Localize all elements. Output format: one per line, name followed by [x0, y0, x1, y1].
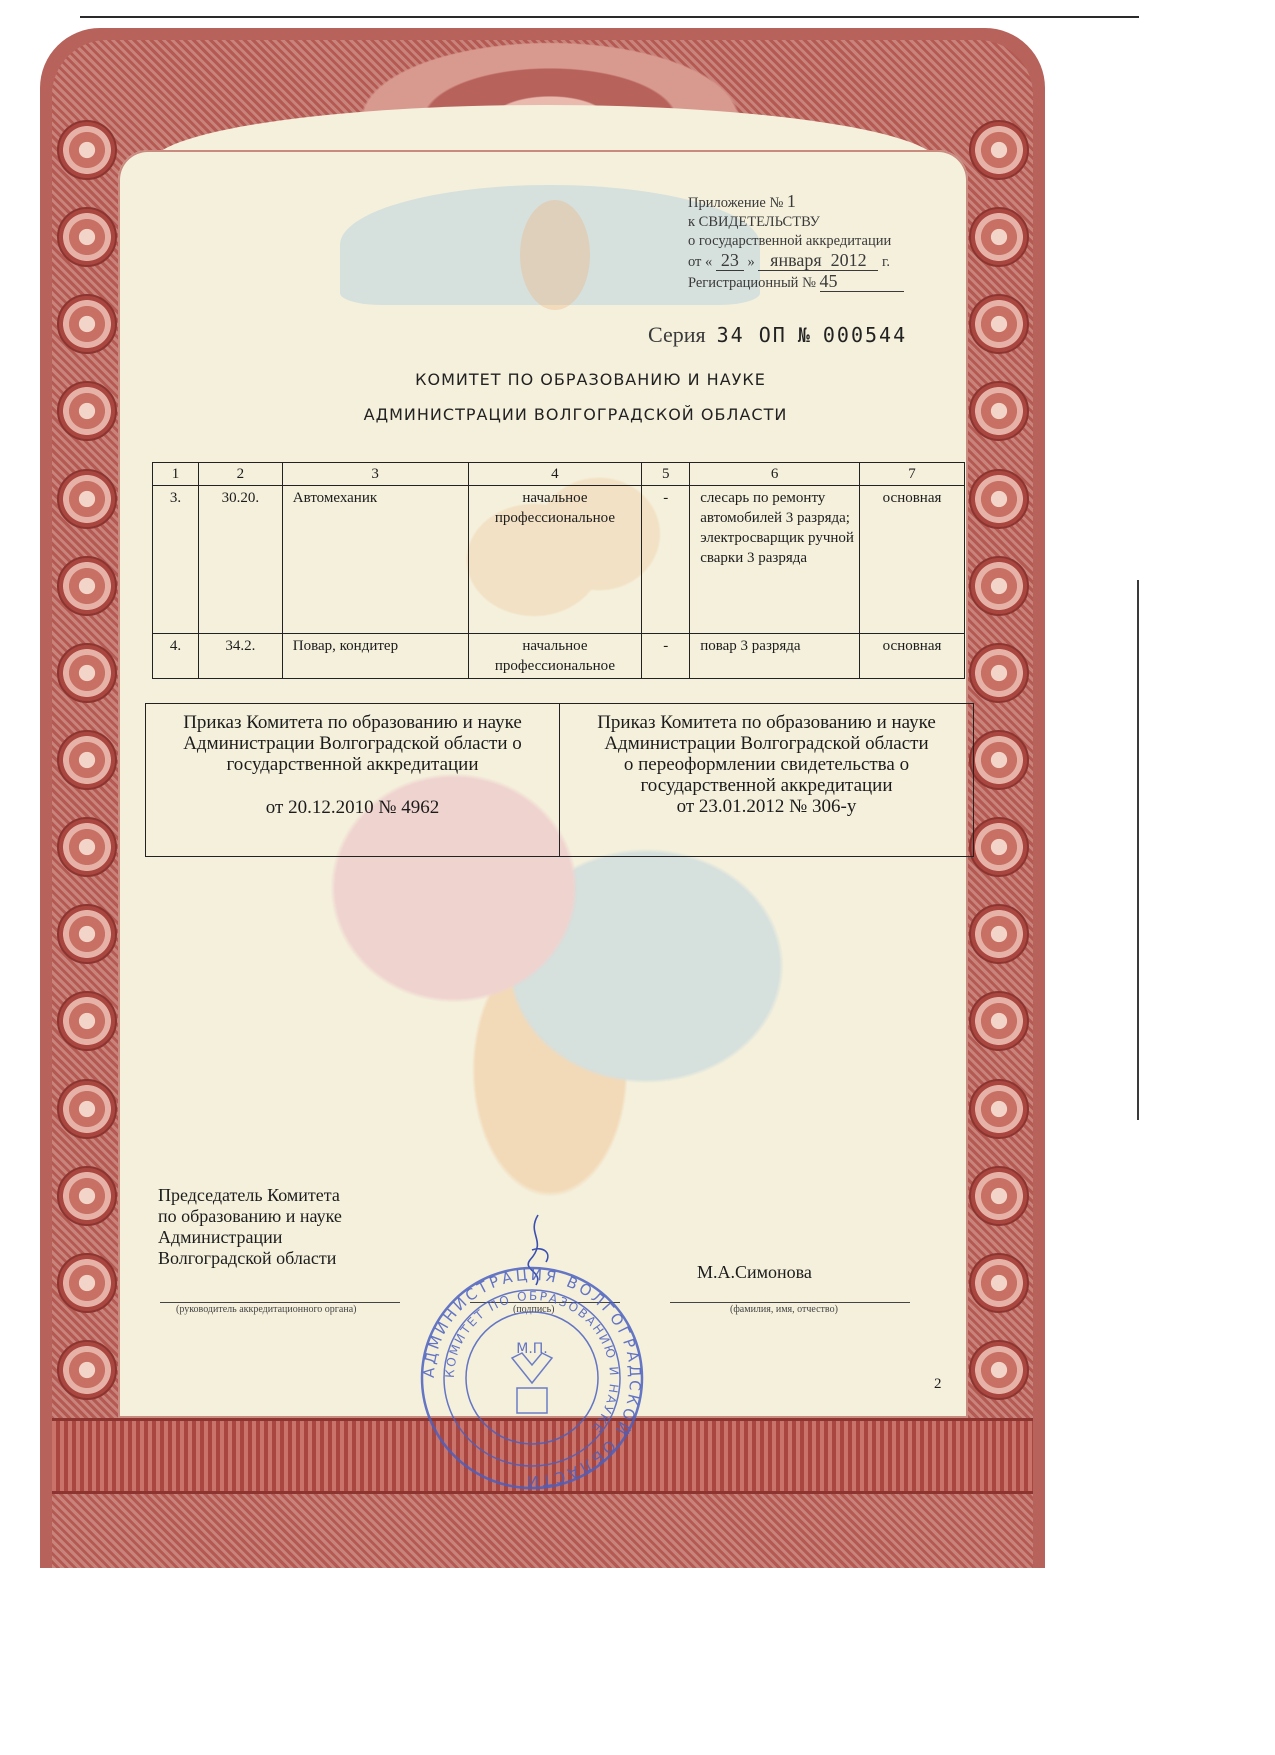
issuer-heading-line2: АДМИНИСТРАЦИИ ВОЛГОГРАДСКОЙ ОБЛАСТИ — [363, 405, 788, 424]
column-header: 1 — [153, 463, 199, 486]
dash-cell: - — [642, 634, 690, 679]
order-accreditation-cell — [146, 704, 560, 857]
table-row — [153, 486, 965, 634]
order-line: государственной аккредитации — [226, 754, 479, 775]
seal-center-text: М.П. — [516, 1341, 548, 1357]
date-year: 2012 — [830, 250, 867, 270]
order-line: Администрации Волгоградской области — [604, 733, 929, 754]
medallion-ornament — [57, 817, 117, 877]
medallion-ornament — [969, 904, 1029, 964]
order-line: государственной аккредитации — [640, 775, 893, 796]
table-header-row — [153, 463, 965, 486]
order-line: Приказ Комитета по образованию и науке — [183, 712, 522, 733]
series-code: 34 ОП — [716, 323, 787, 347]
column-header: 5 — [642, 463, 690, 486]
row-number: 4. — [153, 634, 199, 679]
order-line: Приказ Комитета по образованию и науке — [597, 712, 936, 733]
official-seal — [417, 1263, 647, 1493]
qualification: повар 3 разряда — [690, 634, 860, 679]
table-row — [153, 634, 965, 679]
column-header: 3 — [282, 463, 468, 486]
medallion-ornament — [969, 1340, 1029, 1400]
seal-outer-text: АДМИНИСТРАЦИЯ ВОЛГОГРАДСКОЙ ОБЛАСТИ — [419, 1265, 645, 1491]
signatory-line: Председатель Комитета — [158, 1185, 340, 1205]
program-type: основная — [860, 634, 965, 679]
appendix-line2: к СВИДЕТЕЛЬСТВУ — [688, 214, 820, 230]
registration-label: Регистрационный № — [688, 275, 816, 291]
order-reissue-cell — [560, 704, 974, 857]
programs-table — [152, 462, 965, 679]
row-number: 3. — [153, 486, 199, 634]
medallion-ornament — [969, 207, 1029, 267]
medallion-ornament — [57, 1166, 117, 1226]
medallion-ornament — [57, 643, 117, 703]
date-mid: » — [747, 254, 755, 270]
qualification: слесарь по ремонту автомобилей 3 разряда; электросварщик ручной сварки 3 разряда — [690, 486, 860, 634]
appendix-reference — [688, 192, 904, 293]
signatory-name: М.А.Симонова — [697, 1262, 812, 1282]
medallion-ornament — [57, 120, 117, 180]
date-month-year — [758, 251, 878, 271]
program-code: 30.20. — [198, 486, 282, 634]
medallion-ornament — [969, 817, 1029, 877]
medallion-ornament — [969, 991, 1029, 1051]
medallion-ornament — [57, 207, 117, 267]
appendix-label: Приложение № — [688, 195, 784, 211]
medallion-ornament — [57, 991, 117, 1051]
medallion-ornament — [969, 1166, 1029, 1226]
series-number: 000544 — [822, 323, 908, 347]
right-medallion-column — [968, 120, 1030, 1400]
medallion-ornament — [969, 1253, 1029, 1313]
medallion-ornament — [969, 1079, 1029, 1139]
date-month: января — [770, 250, 822, 270]
program-name: Автомеханик — [282, 486, 468, 634]
program-type: основная — [860, 486, 965, 634]
education-level: начальное профессиональное — [468, 486, 642, 634]
series-label: Серия — [648, 322, 706, 347]
caption-line — [160, 1302, 400, 1303]
svg-text:КОМИТЕТ ПО ОБРАЗОВАНИЮ И НАУКЕ — [443, 1289, 621, 1436]
signatory-line: Администрации — [158, 1227, 283, 1247]
medallion-ornament — [969, 120, 1029, 180]
medallion-ornament — [57, 469, 117, 529]
medallion-ornament — [969, 556, 1029, 616]
date-prefix: от « — [688, 254, 713, 270]
medallion-ornament — [969, 730, 1029, 790]
page-number: 2 — [934, 1376, 942, 1392]
program-code: 34.2. — [198, 634, 282, 679]
left-medallion-column — [56, 120, 118, 1400]
date-suffix: г. — [882, 254, 890, 270]
order-line: о переоформлении свидетельства о — [623, 754, 910, 775]
series-number-label: № — [797, 323, 812, 347]
medallion-ornament — [969, 294, 1029, 354]
caption-line — [670, 1302, 910, 1303]
column-header: 7 — [860, 463, 965, 486]
orders-table — [145, 703, 974, 857]
caption-sign: (подпись) — [513, 1304, 555, 1315]
right-edge-line — [1137, 580, 1139, 1120]
medallion-ornament — [969, 469, 1029, 529]
medallion-ornament — [969, 643, 1029, 703]
column-header: 2 — [198, 463, 282, 486]
medallion-ornament — [57, 294, 117, 354]
column-header: 4 — [468, 463, 642, 486]
education-level: начальное профессиональное — [468, 634, 642, 679]
medallion-ornament — [57, 1340, 117, 1400]
top-edge-line — [80, 16, 1139, 18]
registration-number: 45 — [820, 272, 904, 292]
signatory-line: Волгоградской области — [158, 1248, 337, 1268]
program-name: Повар, кондитер — [282, 634, 468, 679]
order-line: Администрации Волгоградской области о — [183, 733, 522, 754]
caption-head: (руководитель аккредитационного органа) — [176, 1304, 357, 1315]
order-date: от 20.12.2010 № 4962 — [265, 797, 440, 818]
column-header: 6 — [690, 463, 860, 486]
signatory-line: по образованию и науке — [158, 1206, 342, 1226]
medallion-ornament — [57, 730, 117, 790]
orders-row — [146, 704, 974, 857]
appendix-line3: о государственной аккредитации — [688, 233, 892, 249]
watermark-ornament — [520, 200, 590, 310]
medallion-ornament — [57, 1079, 117, 1139]
dash-cell: - — [642, 486, 690, 634]
caption-name: (фамилия, имя, отчество) — [730, 1304, 838, 1315]
medallion-ornament — [57, 556, 117, 616]
appendix-number: 1 — [786, 191, 796, 211]
signatory-title — [158, 1185, 342, 1269]
medallion-ornament — [57, 1253, 117, 1313]
seal-inner-text: КОМИТЕТ ПО ОБРАЗОВАНИЮ И НАУКЕ — [442, 1288, 622, 1437]
medallion-ornament — [57, 904, 117, 964]
order-date: от 23.01.2012 № 306-у — [676, 796, 857, 817]
issuer-heading-line1: КОМИТЕТ ПО ОБРАЗОВАНИЮ И НАУКЕ — [415, 370, 766, 389]
eagle-emblem-icon — [512, 1353, 552, 1413]
date-day: 23 — [716, 251, 744, 271]
series-line — [648, 322, 907, 348]
